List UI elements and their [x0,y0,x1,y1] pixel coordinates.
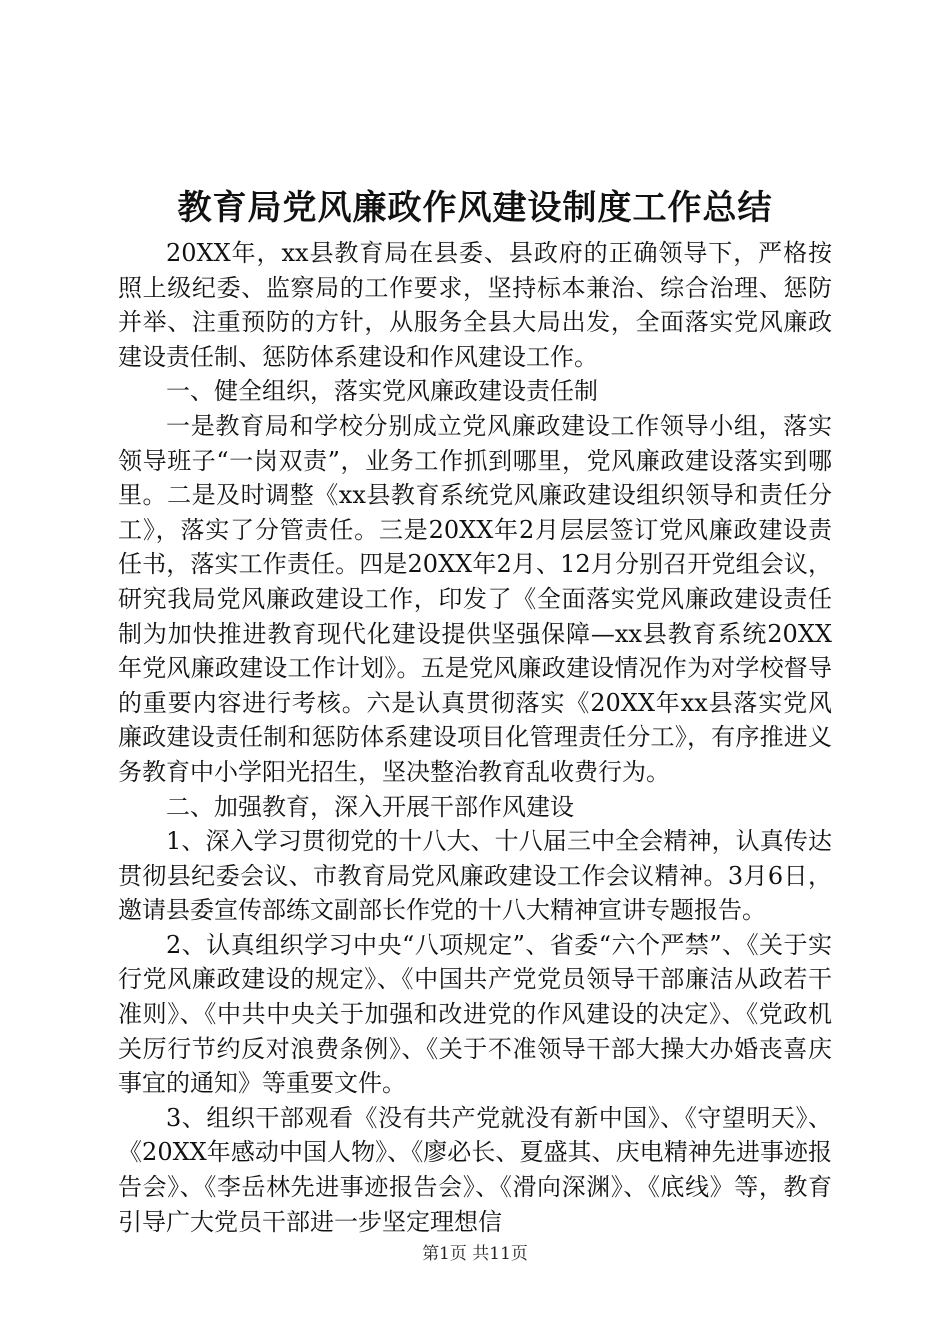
paragraph-item-1: 1、深入学习贯彻党的十八大、十八届三中全会精神，认真传达贯彻县纪委会议、市教育局党风廉政建设工作会议精神。3月6日，邀请县委宣传部练文副部长作党的十八大精神宣讲专题报告。 [118,827,832,925]
paragraph-intro: 20XX年，xx县教育局在县委、县政府的正确领导下，严格按照上级纪委、监察局的工作要求，坚持标本兼治、综合治理、惩防并举、注重预防的方针，从服务全县大局出发，全面落实党风廉政建设责任制、惩防体系建设和作风建设工作。 [118,239,832,371]
section-heading-1: 一、健全组织，落实党风廉政建设责任制 [166,377,598,406]
paragraph-section-1: 一是教育局和学校分别成立党风廉政建设工作领导小组，落实领导班子“一岗双责”，业务工作抓到哪里，党风廉政建设落实到哪里。二是及时调整《xx县教育系统党风廉政建设组织领导和责任分工》，落实了分管责任。三是20XX年2月层层签订党风廉政建设责任书，落实工作责任。四是20XX年2月、12月分别召开党组会议，研究我局党风廉政建设工作，印发了《全面落实党风廉政建设责任制为加快推进教育现代化建设提供坚强保障—xx县教育系统20XX年党风廉政建设工作计划》。五是党风廉政建设情况作为对学校督导的重要内容进行考核。六是认真贯彻落实《20XX年xx县落实党风廉政建设责任制和惩防体系建设项目化管理责任分工》，有序推进义务教育中小学阳光招生，坚决整治教育乱收费行为。 [118,411,832,786]
page-number-footer: 第1页 共11页 [422,1244,528,1264]
section-heading-2: 二、加强教育，深入开展干部作风建设 [166,792,574,821]
paragraph-item-2: 2、认真组织学习中央“八项规定”、省委“六个严禁”、《关于实行党风廉政建设的规定》、《中国共产党党员领导干部廉洁从政若干准则》、《中共中央关于加强和改进党的作风建设的决定》、《党政机关厉行节约反对浪费条例》、《关于不准领导干部大操大办婚丧喜庆事宜的通知》等重要文件。 [118,930,832,1098]
document-body [118,236,832,1239]
document-title: 教育局党风廉政作风建设制度工作总结 [177,188,773,228]
paragraph-item-3: 3、组织干部观看《没有共产党就没有新中国》、《守望明天》、《20XX年感动中国人物》、《廖必长、夏盛其、庆电精神先进事迹报告会》、《李岳林先进事迹报告会》、《滑向深渊》、《底线》等，教育引导广大党员干部进一步坚定理想信 [118,1103,832,1236]
